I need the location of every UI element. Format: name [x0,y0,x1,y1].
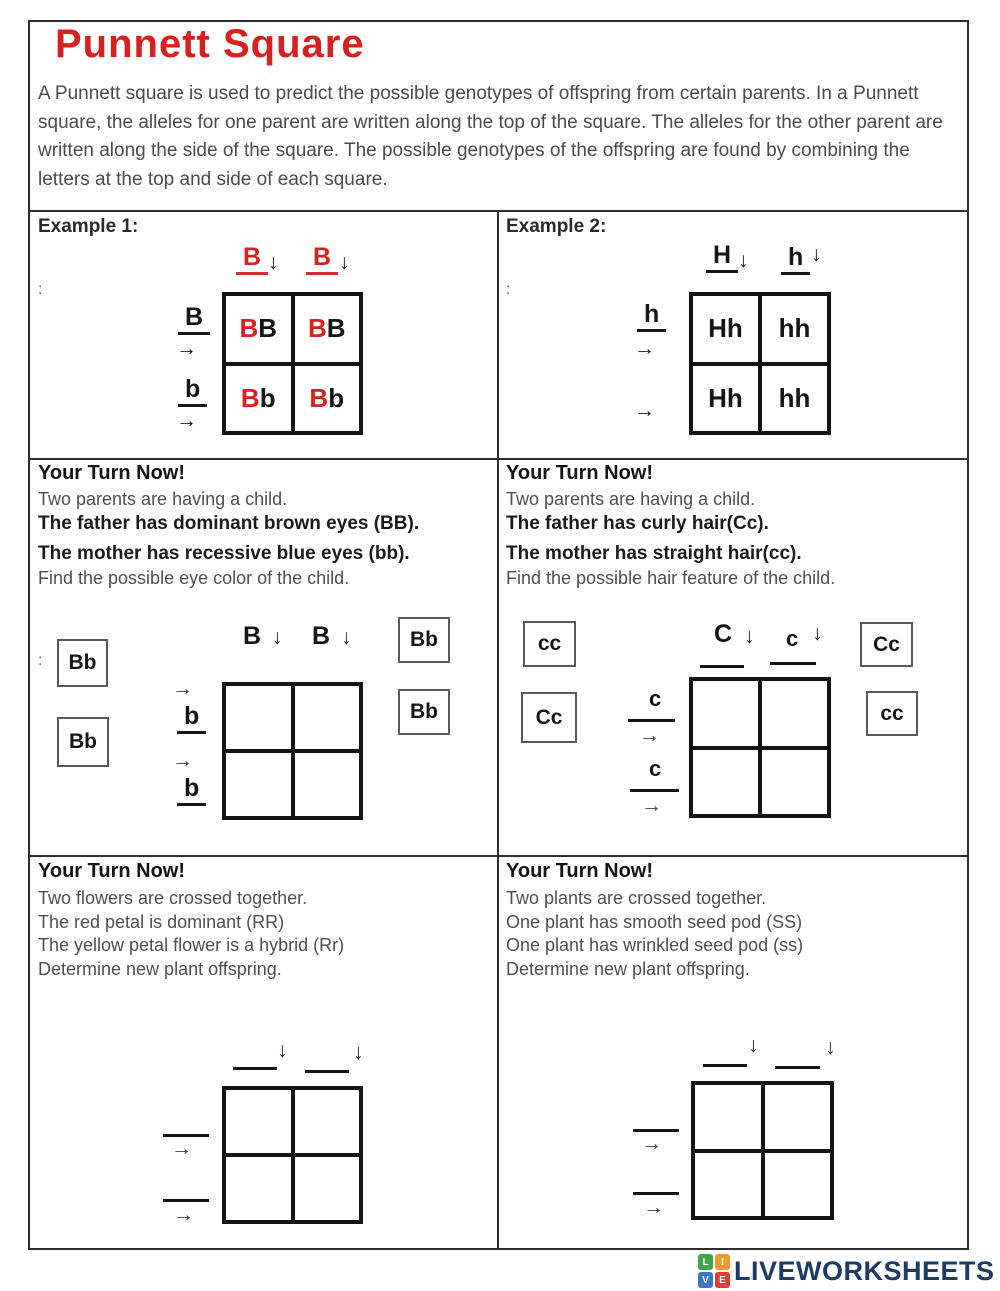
example2-col-header-1: H [706,241,738,273]
turn2-col-header-1: C [714,620,733,648]
turn3-line2: The red petal is dominant (RR) [38,912,285,932]
turn4-line4: Determine new plant offspring. [506,959,750,979]
right-arrow-icon: → [171,1137,192,1160]
example2-row-header: h [637,300,666,332]
colon-mark: : [38,281,43,298]
example2-col-header-2: h [781,243,810,275]
example1-col-header-1: B [236,243,268,275]
punnett-cell: Hh [693,296,758,362]
down-arrow-icon: ↓ [825,1036,836,1059]
turn3-line3: The yellow petal flower is a hybrid (Rr) [38,935,345,955]
turn2-punnett-square [689,677,831,818]
turn3-line4: Determine new plant offspring. [38,959,282,979]
turn4-title: Your Turn Now! [506,860,654,882]
turn2-line2: The father has curly hair(Cc). [506,513,769,534]
turn4-line3: One plant has wrinkled seed pod (ss) [506,935,804,955]
right-arrow-icon: → [176,409,197,432]
colon-mark: : [38,652,43,669]
turn3-punnett-square [222,1086,363,1224]
punnett-cell-empty[interactable] [295,686,360,749]
turn2-title: Your Turn Now! [506,462,654,484]
logo-tile-v: V [698,1272,713,1288]
punnett-cell-empty[interactable] [765,1153,831,1217]
punnett-cell-empty[interactable] [295,1157,360,1220]
turn1-line3: The mother has recessive blue eyes (bb). [38,543,410,564]
right-arrow-icon: → [634,337,655,360]
answer-tile[interactable]: cc [523,621,576,667]
down-arrow-icon: ↓ [341,626,352,649]
turn1-col-header-1: B [243,622,262,650]
header-blank-line[interactable] [703,1064,747,1067]
turn2-line4: Find the possible hair feature of the child. [506,568,836,588]
turn1-row-header-1: b [177,702,206,734]
punnett-cell-empty[interactable] [226,753,291,816]
right-arrow-icon: → [641,794,662,817]
row-blank-line[interactable] [633,1192,679,1195]
turn2-line3: The mother has straight hair(cc). [506,543,802,564]
turn1-col-header-2: B [312,622,331,650]
punnett-cell-empty[interactable] [693,750,758,815]
down-arrow-icon: ↓ [268,251,279,274]
table-line-vertical [497,210,499,1250]
header-blank-line[interactable] [233,1067,277,1070]
example1-row-header-1: B [178,303,210,335]
punnett-cell-empty[interactable] [693,681,758,746]
punnett-cell-empty[interactable] [226,1157,291,1220]
header-blank-line[interactable] [305,1070,349,1073]
right-arrow-icon: → [176,337,197,360]
logo-tile-e: E [715,1272,730,1288]
punnett-cell-empty[interactable] [226,1090,291,1153]
right-arrow-icon: → [173,1203,194,1226]
turn2-line1: Two parents are having a child. [506,489,756,509]
down-arrow-icon: ↓ [277,1039,288,1062]
answer-tile[interactable]: Bb [57,717,109,767]
turn1-punnett-square [222,682,363,820]
punnett-cell-empty[interactable] [765,1085,831,1149]
turn4-line1: Two plants are crossed together. [506,888,767,908]
header-blank-line[interactable] [775,1066,820,1069]
turn1-line4: Find the possible eye color of the child. [38,568,350,588]
right-arrow-icon: → [172,677,193,700]
punnett-cell: B B [295,296,360,362]
turn1-line1: Two parents are having a child. [38,489,288,509]
answer-tile[interactable]: Bb [57,639,108,687]
intro-paragraph: A Punnett square is used to predict the possible genotypes of offspring from certain parents. In a Punnett square, the alleles for one parent are written along the top of the square. The alleles for the other parent are written along the side of the square. The possible genotypes of the offspring are found by combining the letters at the top and side of each square. [38,83,943,190]
punnett-cell-empty[interactable] [695,1153,761,1217]
row-blank-line[interactable] [163,1199,209,1202]
logo-tile-l: L [698,1254,713,1270]
punnett-cell-empty[interactable] [762,750,827,815]
turn3-title: Your Turn Now! [38,860,186,882]
turn2-row-header-2: c [649,756,662,781]
logo-tile-i: I [715,1254,730,1270]
right-arrow-icon: → [639,724,660,747]
punnett-cell-empty[interactable] [695,1085,761,1149]
right-arrow-icon: → [634,399,655,422]
page-title: Punnett Square [55,22,365,66]
example1-label: Example 1: [38,216,139,237]
brand-text: LIVEWORKSHEETS [734,1256,995,1286]
turn3-line1: Two flowers are crossed together. [38,888,308,908]
punnett-cell: Hh [693,366,758,432]
answer-tile[interactable]: Bb [398,689,450,735]
example2-label: Example 2: [506,216,607,237]
row-blank-line[interactable] [628,719,675,722]
header-blank-line[interactable] [770,662,816,665]
punnett-cell-empty[interactable] [295,1090,360,1153]
header-blank-line[interactable] [700,665,744,668]
answer-tile[interactable]: cc [866,691,918,736]
punnett-cell: hh [762,366,827,432]
answer-tile[interactable]: Cc [860,622,913,667]
down-arrow-icon: ↓ [812,622,823,645]
down-arrow-icon: ↓ [272,626,283,649]
liveworksheets-logo[interactable] [698,1252,995,1290]
down-arrow-icon: ↓ [353,1041,364,1064]
turn2-col-header-2: c [786,626,799,651]
example1-col-header-2: B [306,243,338,275]
down-arrow-icon: ↓ [339,251,350,274]
punnett-cell-empty[interactable] [226,686,291,749]
punnett-cell-empty[interactable] [762,681,827,746]
example2-punnett-square [689,292,831,435]
turn4-line2: One plant has smooth seed pod (SS) [506,912,803,932]
logo-grid-icon [698,1254,730,1288]
down-arrow-icon: ↓ [811,243,822,266]
right-arrow-icon: → [641,1132,662,1155]
example1-punnett-square [222,292,363,435]
turn2-row-header-1: c [649,686,662,711]
right-arrow-icon: → [643,1196,664,1219]
down-arrow-icon: ↓ [744,625,755,648]
turn1-title: Your Turn Now! [38,462,186,484]
example1-row-header-2: b [178,375,207,407]
turn4-punnett-square [691,1081,834,1220]
colon-mark: : [506,281,511,298]
punnett-cell: hh [762,296,827,362]
punnett-cell-empty[interactable] [295,753,360,816]
punnett-cell: B b [226,366,291,432]
row-blank-line[interactable] [630,789,679,792]
punnett-cell: B b [295,366,360,432]
down-arrow-icon: ↓ [738,249,749,272]
answer-tile[interactable]: Cc [521,692,577,743]
answer-tile[interactable]: Bb [398,617,450,663]
down-arrow-icon: ↓ [748,1034,759,1057]
turn1-line2: The father has dominant brown eyes (BB). [38,513,420,534]
punnett-cell: B B [226,296,291,362]
turn1-row-header-2: b [177,774,206,806]
right-arrow-icon: → [172,749,193,772]
